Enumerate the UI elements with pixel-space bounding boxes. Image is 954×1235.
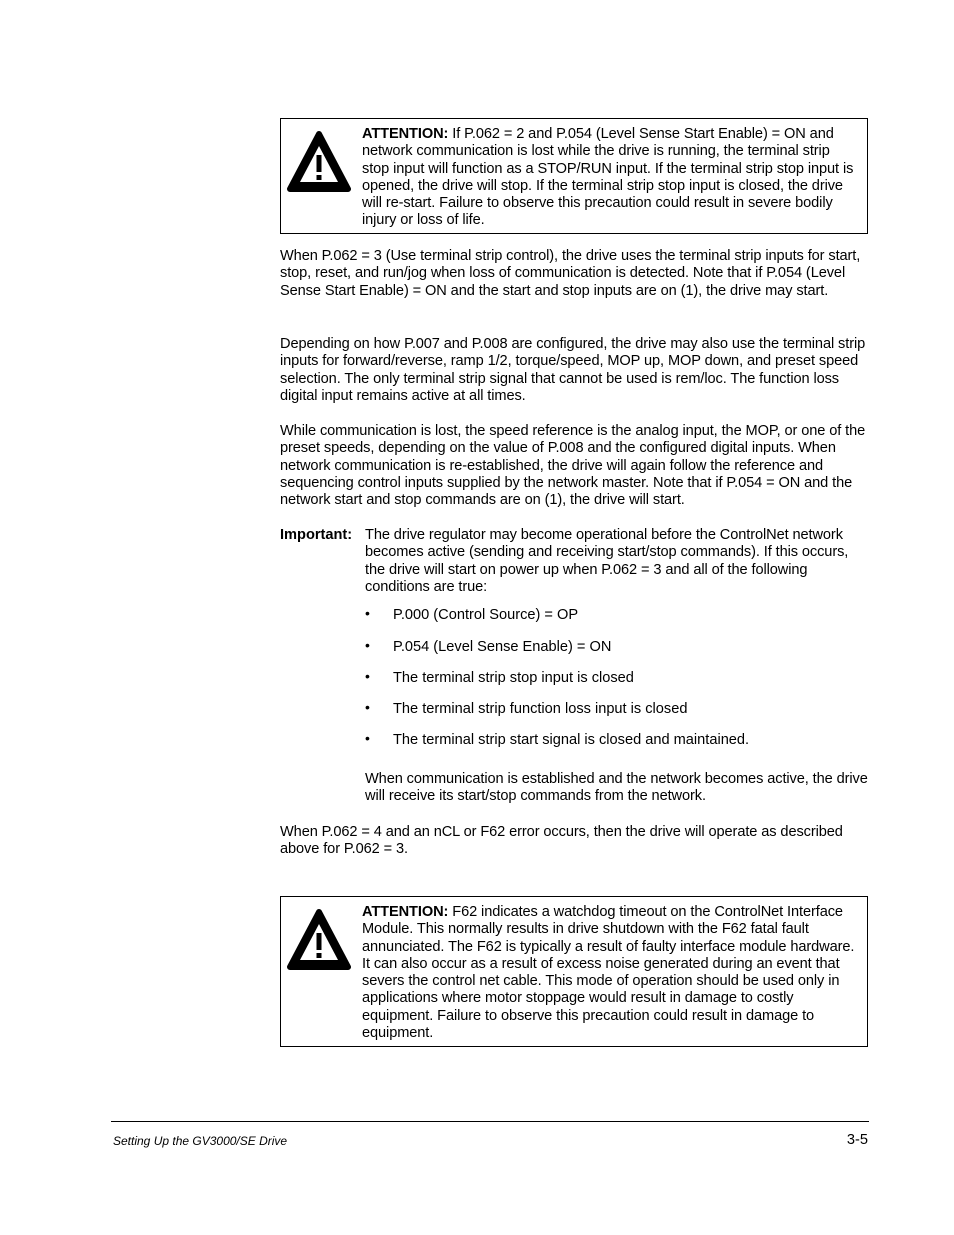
- attention-box-2: [280, 896, 868, 1047]
- footer-title: Setting Up the GV3000/SE Drive: [113, 1134, 288, 1148]
- bullet-dot: •: [365, 699, 370, 715]
- bullet-dot: •: [365, 637, 370, 653]
- paragraph-p062-4: When P.062 = 4 and an nCL or F62 error occurs, then the drive will operate as described above for P.062 = 3.: [280, 824, 843, 858]
- bullet-dot: •: [365, 730, 370, 746]
- important-text: The drive regulator may become operational before the ControlNet network becomes active (sending and receiving start/stop commands). If this occurs, the drive will start on power up when P.062 = 3 and all of the following conditions are true:: [365, 527, 849, 595]
- attention-box-1: [280, 118, 868, 234]
- attention-text-2: [362, 904, 859, 1042]
- paragraph-p007-p008: Depending on how P.007 and P.008 are configured, the drive may also use the terminal strip inputs for forward/reverse, ramp 1/2, torque/speed, MOP up, MOP down, and preset speed selection. The only terminal strip signal that cannot be used is rem/loc. The function loss digital input remains active at all times.: [280, 336, 866, 404]
- bullet-text: The terminal strip start signal is closed and maintained.: [393, 732, 750, 748]
- footer-rule: [111, 1121, 869, 1122]
- attention-body: F62 indicates a watchdog timeout on the ControlNet Interface Module. This normally results in drive shutdown with the F62 fatal fault annunciated. The F62 is typically a result of faulty interface module hardware. It can also occur as a result of excess noise generated during an event that severs the control net cable. This mode of operation should be used only in applications where motor stoppage would result in damage to costly equipment. Failure to observe this precaution could result in damage to equipment.: [362, 904, 855, 1042]
- attention-text-1: [362, 126, 859, 230]
- bullet-text: P.000 (Control Source) = OP: [393, 607, 579, 623]
- bullet-text: The terminal strip function loss input is closed: [393, 701, 688, 717]
- paragraph-p062-3: When P.062 = 3 (Use terminal strip control), the drive uses the terminal strip inputs for start, stop, reset, and run/jog when loss of communication is detected. Note that if P.054 (Level Sense Start Enable) = ON and the start and stop inputs are on (1), the drive may start.: [280, 248, 861, 299]
- attention-body: If P.062 = 2 and P.054 (Level Sense Start Enable) = ON and network communication is lost while the drive is running, the terminal strip stop input will function as a STOP/RUN input. If the terminal strip stop input is opened, the drive will stop. If the terminal strip stop input is closed, the drive will re-start. Failure to observe this precaution could result in severe bodily injury or loss of life.: [362, 126, 854, 229]
- paragraph-communication-lost: While communication is lost, the speed reference is the analog input, the MOP, or one of the preset speeds, depending on the value of P.008 and the configured digital inputs. When network communication is re-established, the drive will again follow the reference and sequencing control inputs supplied by the network master. Note that if P.054 = ON and the network start and stop commands are on (1), the drive will start.: [280, 423, 866, 509]
- bullet-text: The terminal strip stop input is closed: [393, 670, 634, 686]
- warning-triangle-icon: [286, 129, 352, 195]
- page-number: 3-5: [846, 1132, 868, 1148]
- warning-triangle-icon: [286, 907, 352, 973]
- important-label: Important:: [280, 527, 353, 543]
- attention-label: ATTENTION:: [362, 126, 449, 142]
- bullet-dot: •: [365, 668, 370, 684]
- attention-label: ATTENTION:: [362, 904, 449, 920]
- important-followup: When communication is established and the network becomes active, the drive will receive its start/stop commands from the network.: [365, 771, 868, 805]
- bullet-dot: •: [365, 605, 370, 621]
- bullet-text: P.054 (Level Sense Enable) = ON: [393, 639, 612, 655]
